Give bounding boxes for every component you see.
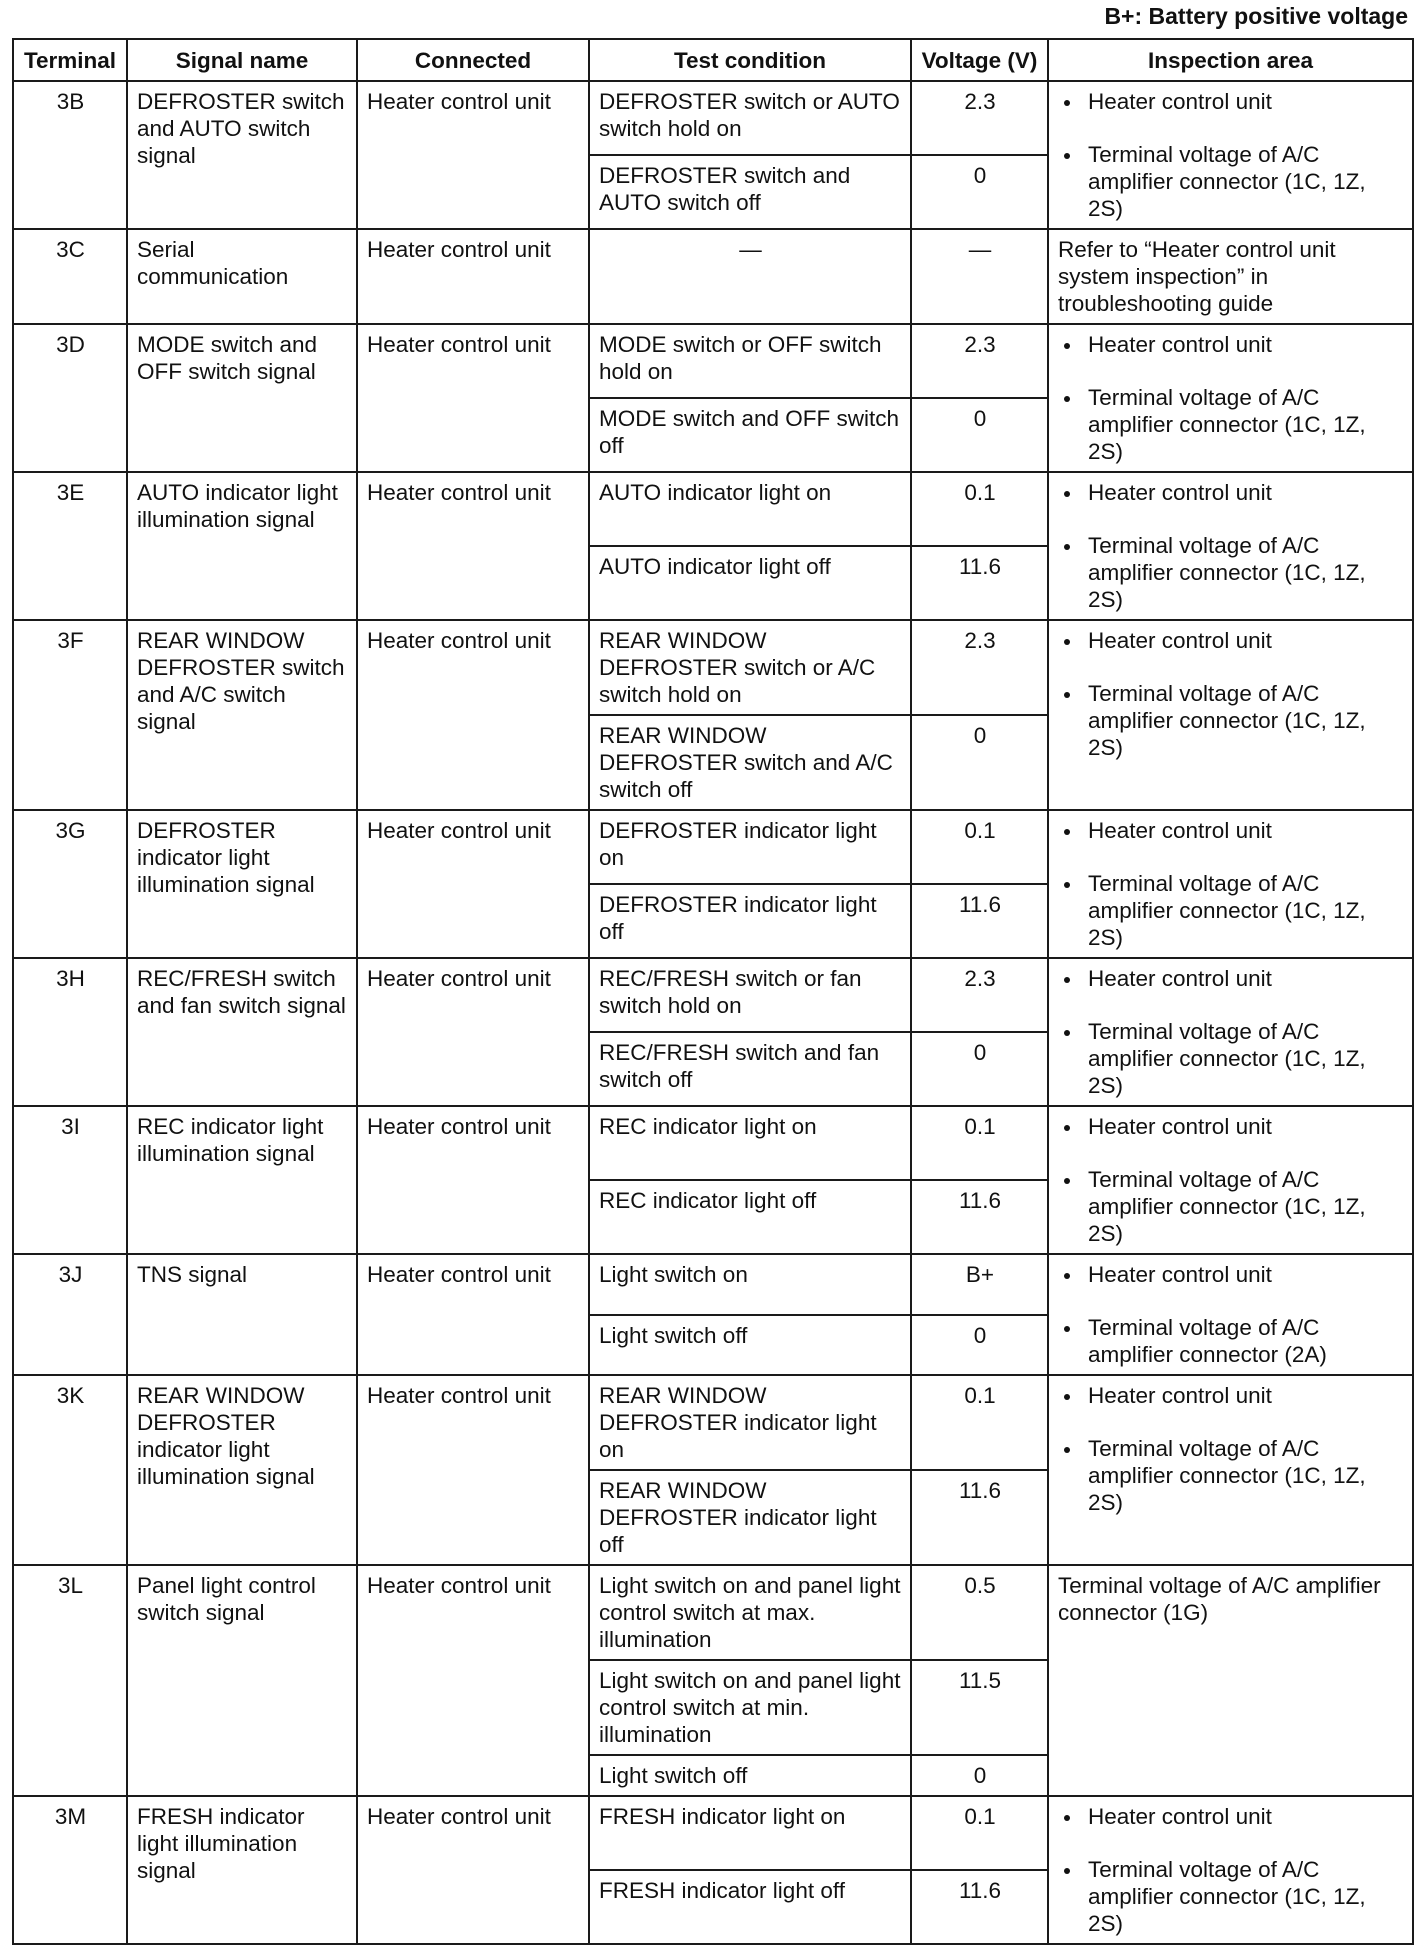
inspection-area-cell: Terminal voltage of A/C amplifier connector (1G) xyxy=(1048,1565,1413,1796)
inspection-area-cell xyxy=(1048,958,1413,1106)
test-condition-cell: Light switch off xyxy=(589,1755,911,1796)
inspection-item-text: Terminal voltage of A/C amplifier connector (1C, 1Z, 2S) xyxy=(1088,533,1366,612)
connected-cell: Heater control unit xyxy=(357,472,589,620)
inspection-area-cell xyxy=(1048,1254,1413,1375)
voltage-cell: 11.6 xyxy=(911,1870,1048,1944)
voltage-cell: 0 xyxy=(911,1315,1048,1376)
table-row xyxy=(13,472,1413,546)
terminal-cell: 3C xyxy=(13,229,127,324)
connected-cell: Heater control unit xyxy=(357,1375,589,1565)
bullet-icon xyxy=(1064,1178,1070,1184)
inspection-item-text: Terminal voltage of A/C amplifier connector (1C, 1Z, 2S) xyxy=(1088,142,1366,221)
inspection-item-text: Heater control unit xyxy=(1088,89,1272,114)
signal-name-cell: AUTO indicator light illumination signal xyxy=(127,472,357,620)
terminal-cell: 3D xyxy=(13,324,127,472)
voltage-cell: 0.1 xyxy=(911,1106,1048,1180)
table-row xyxy=(13,324,1413,398)
connected-cell: Heater control unit xyxy=(357,324,589,472)
bullet-icon xyxy=(1064,1815,1070,1821)
inspection-list xyxy=(1058,1382,1404,1516)
voltage-cell: 2.3 xyxy=(911,324,1048,398)
table-row xyxy=(13,229,1413,324)
test-condition-cell: REC indicator light off xyxy=(589,1180,911,1254)
inspection-item xyxy=(1058,1113,1404,1140)
bullet-icon xyxy=(1064,639,1070,645)
test-condition-cell: AUTO indicator light off xyxy=(589,546,911,620)
signal-name-cell: REAR WINDOW DEFROSTER indicator light illumination signal xyxy=(127,1375,357,1565)
table-row xyxy=(13,1565,1413,1660)
inspection-item xyxy=(1058,965,1404,992)
connected-cell: Heater control unit xyxy=(357,810,589,958)
test-condition-cell: DEFROSTER switch or AUTO switch hold on xyxy=(589,81,911,155)
connected-cell: Heater control unit xyxy=(357,1565,589,1796)
voltage-cell: 11.6 xyxy=(911,1180,1048,1254)
signal-name-cell: REAR WINDOW DEFROSTER switch and A/C switch signal xyxy=(127,620,357,810)
terminal-cell: 3J xyxy=(13,1254,127,1375)
inspection-item xyxy=(1058,870,1404,951)
bullet-icon xyxy=(1064,1868,1070,1874)
bullet-icon xyxy=(1064,544,1070,550)
inspection-area-cell xyxy=(1048,472,1413,620)
inspection-item xyxy=(1058,1314,1404,1368)
inspection-item-text: Terminal voltage of A/C amplifier connector (1C, 1Z, 2S) xyxy=(1088,1857,1366,1936)
test-condition-cell: REAR WINDOW DEFROSTER switch or A/C switch hold on xyxy=(589,620,911,715)
test-condition-cell: REAR WINDOW DEFROSTER indicator light off xyxy=(589,1470,911,1565)
connected-cell: Heater control unit xyxy=(357,1796,589,1944)
battery-voltage-note: B+: Battery positive voltage xyxy=(1104,3,1408,29)
table-row xyxy=(13,1106,1413,1180)
inspection-area-cell xyxy=(1048,324,1413,472)
terminal-cell: 3K xyxy=(13,1375,127,1565)
test-condition-cell: FRESH indicator light off xyxy=(589,1870,911,1944)
inspection-item-text: Terminal voltage of A/C amplifier connector (1C, 1Z, 2S) xyxy=(1088,385,1366,464)
inspection-item-text: Heater control unit xyxy=(1088,1804,1272,1829)
inspection-item-text: Heater control unit xyxy=(1088,332,1272,357)
table-row xyxy=(13,1796,1413,1870)
voltage-cell: 2.3 xyxy=(911,620,1048,715)
connected-cell: Heater control unit xyxy=(357,81,589,229)
inspection-list xyxy=(1058,479,1404,613)
inspection-item-text: Terminal voltage of A/C amplifier connector (2A) xyxy=(1088,1315,1327,1367)
bullet-icon xyxy=(1064,491,1070,497)
inspection-area-cell xyxy=(1048,1375,1413,1565)
test-condition-cell: Light switch off xyxy=(589,1315,911,1376)
inspection-area-cell xyxy=(1048,620,1413,810)
table-row xyxy=(13,620,1413,715)
table-header-row xyxy=(13,39,1413,81)
inspection-item-text: Heater control unit xyxy=(1088,1383,1272,1408)
table-row xyxy=(13,958,1413,1032)
test-condition-cell: DEFROSTER indicator light on xyxy=(589,810,911,884)
terminal-cell: 3B xyxy=(13,81,127,229)
signal-name-cell: REC indicator light illumination signal xyxy=(127,1106,357,1254)
bullet-icon xyxy=(1064,1394,1070,1400)
test-condition-cell: DEFROSTER switch and AUTO switch off xyxy=(589,155,911,229)
inspection-item xyxy=(1058,1435,1404,1516)
terminal-voltage-table xyxy=(12,38,1414,1945)
test-condition-cell: DEFROSTER indicator light off xyxy=(589,884,911,958)
table-row xyxy=(13,1375,1413,1470)
signal-name-cell: FRESH indicator light illumination signal xyxy=(127,1796,357,1944)
inspection-item xyxy=(1058,1018,1404,1099)
inspection-list xyxy=(1058,965,1404,1099)
bullet-icon xyxy=(1064,1273,1070,1279)
test-condition-cell: REAR WINDOW DEFROSTER indicator light on xyxy=(589,1375,911,1470)
connected-cell: Heater control unit xyxy=(357,958,589,1106)
voltage-cell: 0 xyxy=(911,398,1048,472)
terminal-cell: 3G xyxy=(13,810,127,958)
inspection-item xyxy=(1058,384,1404,465)
signal-name-cell: Serial communication xyxy=(127,229,357,324)
header-connected: Connected xyxy=(357,39,589,81)
test-condition-cell: Light switch on and panel light control switch at max. illumination xyxy=(589,1565,911,1660)
inspection-list xyxy=(1058,817,1404,951)
inspection-area-cell xyxy=(1048,1106,1413,1254)
test-condition-cell: MODE switch or OFF switch hold on xyxy=(589,324,911,398)
inspection-area-cell xyxy=(1048,810,1413,958)
inspection-item xyxy=(1058,627,1404,654)
inspection-item xyxy=(1058,88,1404,115)
header-voltage: Voltage (V) xyxy=(911,39,1048,81)
header-inspection-area: Inspection area xyxy=(1048,39,1413,81)
connected-cell: Heater control unit xyxy=(357,1254,589,1375)
bullet-icon xyxy=(1064,343,1070,349)
terminal-cell: 3I xyxy=(13,1106,127,1254)
terminal-cell: 3E xyxy=(13,472,127,620)
bullet-icon xyxy=(1064,1125,1070,1131)
voltage-cell: 11.6 xyxy=(911,1470,1048,1565)
voltage-cell: 2.3 xyxy=(911,81,1048,155)
test-condition-cell: MODE switch and OFF switch off xyxy=(589,398,911,472)
test-condition-cell: AUTO indicator light on xyxy=(589,472,911,546)
voltage-cell: 2.3 xyxy=(911,958,1048,1032)
bullet-icon xyxy=(1064,692,1070,698)
connected-cell: Heater control unit xyxy=(357,620,589,810)
bullet-icon xyxy=(1064,977,1070,983)
bullet-icon xyxy=(1064,100,1070,106)
bullet-icon xyxy=(1064,1326,1070,1332)
terminal-cell: 3L xyxy=(13,1565,127,1796)
inspection-item-text: Heater control unit xyxy=(1088,1262,1272,1287)
test-condition-cell: REC/FRESH switch and fan switch off xyxy=(589,1032,911,1106)
connected-cell: Heater control unit xyxy=(357,1106,589,1254)
voltage-cell: 0.1 xyxy=(911,810,1048,884)
terminal-cell: 3M xyxy=(13,1796,127,1944)
inspection-item-text: Terminal voltage of A/C amplifier connector (1C, 1Z, 2S) xyxy=(1088,681,1366,760)
inspection-area-cell xyxy=(1048,1796,1413,1944)
voltage-cell: — xyxy=(911,229,1048,324)
inspection-area-cell: Refer to “Heater control unit system inspection” in troubleshooting guide xyxy=(1048,229,1413,324)
signal-name-cell: MODE switch and OFF switch signal xyxy=(127,324,357,472)
bullet-icon xyxy=(1064,829,1070,835)
voltage-cell: 0 xyxy=(911,1032,1048,1106)
test-condition-cell: Light switch on and panel light control switch at min. illumination xyxy=(589,1660,911,1755)
bullet-icon xyxy=(1064,882,1070,888)
inspection-item-text: Terminal voltage of A/C amplifier connector (1C, 1Z, 2S) xyxy=(1088,1167,1366,1246)
signal-name-cell: Panel light control switch signal xyxy=(127,1565,357,1796)
inspection-item-text: Terminal voltage of A/C amplifier connector (1C, 1Z, 2S) xyxy=(1088,871,1366,950)
terminal-cell: 3F xyxy=(13,620,127,810)
test-condition-cell: REC indicator light on xyxy=(589,1106,911,1180)
inspection-list xyxy=(1058,627,1404,761)
inspection-list xyxy=(1058,1261,1404,1368)
table-row xyxy=(13,81,1413,155)
table-body xyxy=(13,81,1413,1944)
inspection-list xyxy=(1058,1803,1404,1937)
inspection-item xyxy=(1058,331,1404,358)
test-condition-cell: REAR WINDOW DEFROSTER switch and A/C switch off xyxy=(589,715,911,810)
inspection-item xyxy=(1058,817,1404,844)
inspection-item xyxy=(1058,479,1404,506)
signal-name-cell: DEFROSTER indicator light illumination signal xyxy=(127,810,357,958)
voltage-cell: 0.1 xyxy=(911,1796,1048,1870)
inspection-list xyxy=(1058,88,1404,222)
bullet-icon xyxy=(1064,1447,1070,1453)
voltage-cell: 0 xyxy=(911,155,1048,229)
bullet-icon xyxy=(1064,153,1070,159)
header-terminal: Terminal xyxy=(13,39,127,81)
voltage-cell: 0 xyxy=(911,715,1048,810)
table-row xyxy=(13,810,1413,884)
table-row xyxy=(13,1254,1413,1315)
voltage-cell: 0.1 xyxy=(911,1375,1048,1470)
bullet-icon xyxy=(1064,1030,1070,1036)
signal-name-cell: REC/FRESH switch and fan switch signal xyxy=(127,958,357,1106)
header-test-condition: Test condition xyxy=(589,39,911,81)
voltage-cell: 11.6 xyxy=(911,884,1048,958)
inspection-item xyxy=(1058,1856,1404,1937)
inspection-item-text: Heater control unit xyxy=(1088,628,1272,653)
voltage-cell: 0 xyxy=(911,1755,1048,1796)
test-condition-cell: Light switch on xyxy=(589,1254,911,1315)
inspection-item-text: Heater control unit xyxy=(1088,818,1272,843)
inspection-item xyxy=(1058,1166,1404,1247)
header-signal-name: Signal name xyxy=(127,39,357,81)
inspection-item-text: Terminal voltage of A/C amplifier connector (1C, 1Z, 2S) xyxy=(1088,1019,1366,1098)
inspection-area-cell xyxy=(1048,81,1413,229)
connected-cell: Heater control unit xyxy=(357,229,589,324)
inspection-item xyxy=(1058,680,1404,761)
inspection-item xyxy=(1058,532,1404,613)
inspection-item xyxy=(1058,141,1404,222)
inspection-item-text: Heater control unit xyxy=(1088,480,1272,505)
inspection-item xyxy=(1058,1803,1404,1830)
test-condition-cell: FRESH indicator light on xyxy=(589,1796,911,1870)
voltage-cell: 11.6 xyxy=(911,546,1048,620)
inspection-item xyxy=(1058,1261,1404,1288)
inspection-item-text: Heater control unit xyxy=(1088,966,1272,991)
terminal-cell: 3H xyxy=(13,958,127,1106)
voltage-cell: 0.1 xyxy=(911,472,1048,546)
inspection-item-text: Terminal voltage of A/C amplifier connector (1C, 1Z, 2S) xyxy=(1088,1436,1366,1515)
signal-name-cell: DEFROSTER switch and AUTO switch signal xyxy=(127,81,357,229)
inspection-item-text: Heater control unit xyxy=(1088,1114,1272,1139)
test-condition-cell: — xyxy=(589,229,911,324)
voltage-cell: 11.5 xyxy=(911,1660,1048,1755)
signal-name-cell: TNS signal xyxy=(127,1254,357,1375)
inspection-item xyxy=(1058,1382,1404,1409)
voltage-cell: B+ xyxy=(911,1254,1048,1315)
inspection-list xyxy=(1058,331,1404,465)
bullet-icon xyxy=(1064,396,1070,402)
inspection-list xyxy=(1058,1113,1404,1247)
test-condition-cell: REC/FRESH switch or fan switch hold on xyxy=(589,958,911,1032)
voltage-cell: 0.5 xyxy=(911,1565,1048,1660)
